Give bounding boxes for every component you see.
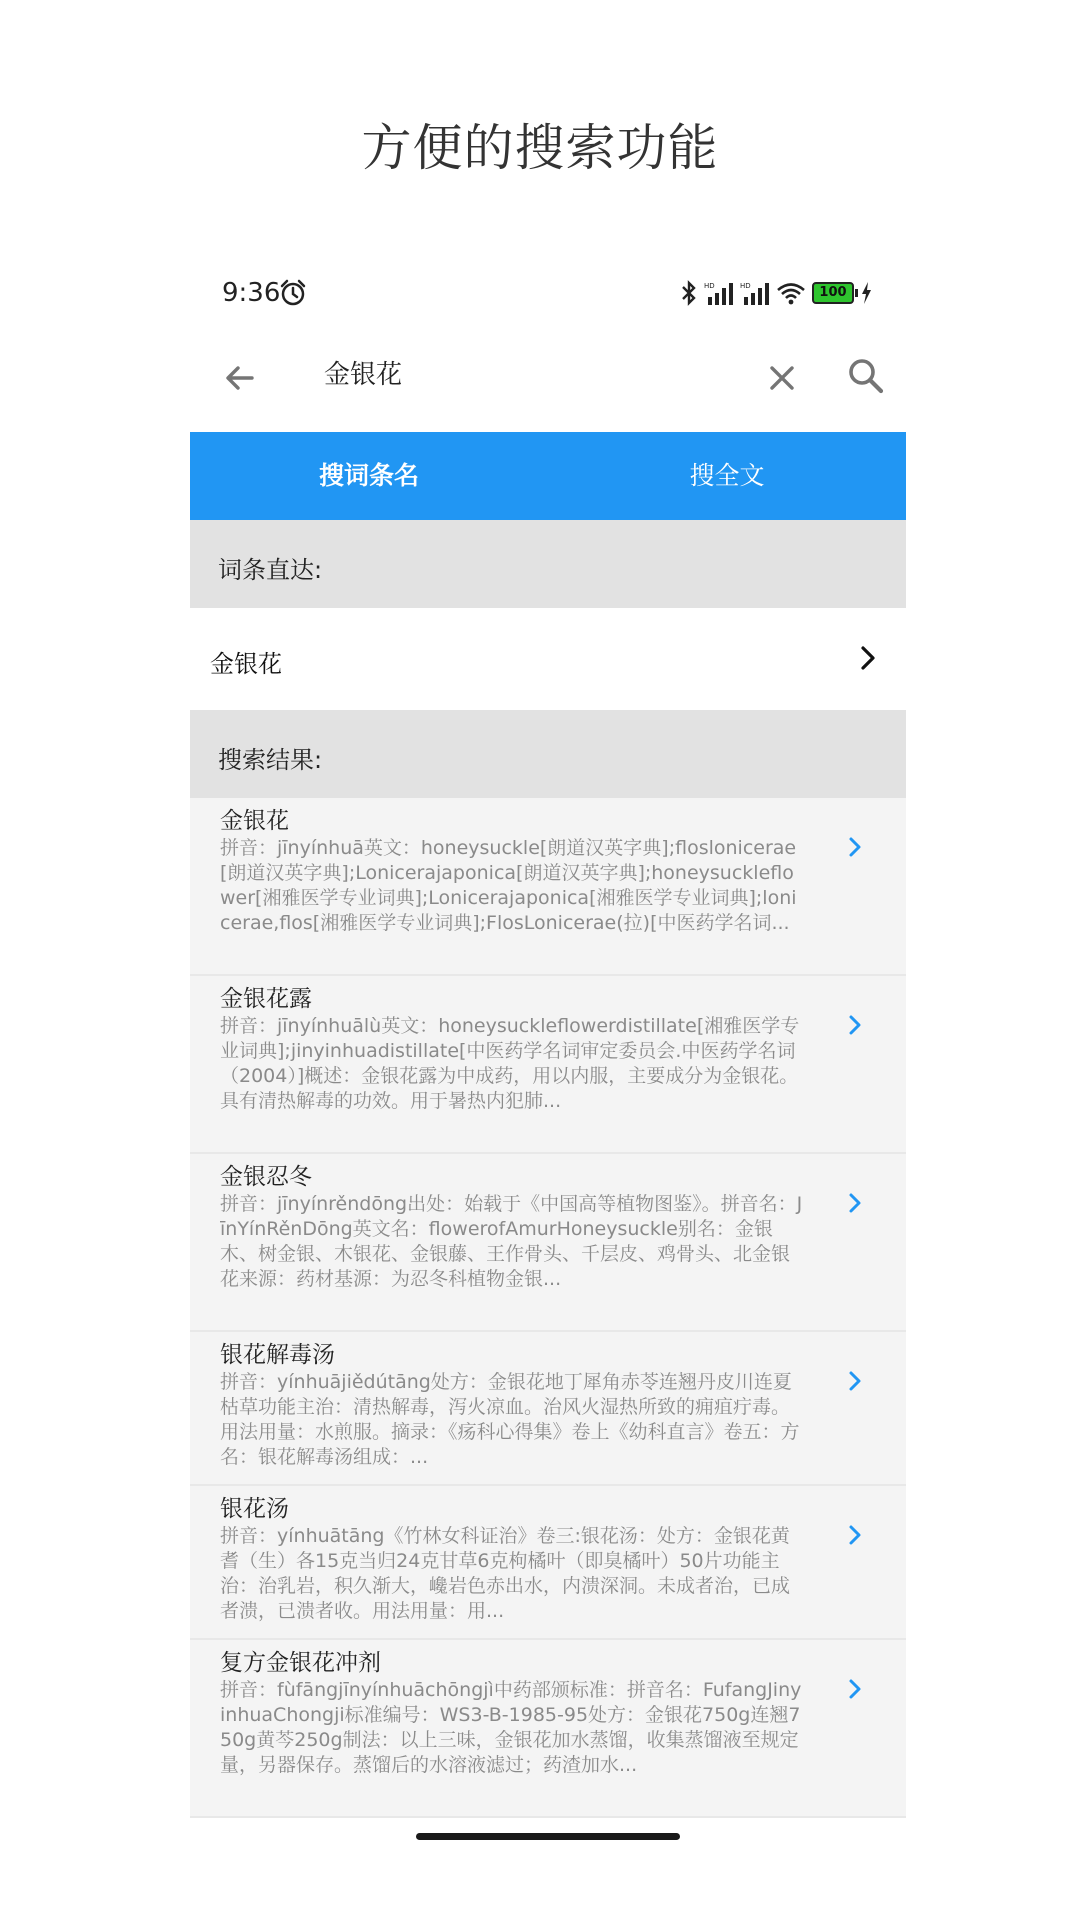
svg-text:HD: HD <box>704 282 715 290</box>
signal-icon <box>704 280 734 306</box>
chevron-right-icon <box>848 1370 862 1392</box>
result-title: 金银花 <box>220 808 289 834</box>
result-title: 银花解毒汤 <box>220 1342 335 1368</box>
signal-icon-2 <box>740 280 770 306</box>
phone-screen <box>190 262 906 1822</box>
wifi-icon <box>776 280 806 306</box>
search-input[interactable] <box>322 356 746 388</box>
search-bar <box>190 328 906 428</box>
back-arrow-icon[interactable] <box>220 358 260 398</box>
results-section-label: 搜索结果: <box>218 746 323 774</box>
result-title: 金银花露 <box>220 986 312 1012</box>
result-desc: 拼音：fùfāngjīnyínhuāchōngjì中药部颁标准：拼音名：FufangJinyinhuaChongji标准编号：WS3-B-1985-95处方：金银花750g连翘750g黄芩250g制法：以上三味，金银花加水蒸馏，收集蒸馏液至规定量，另器保存。蒸馏后的水溶液滤过；药渣加水... <box>220 1679 802 1776</box>
promo-title: 方便的搜索功能 <box>361 119 719 177</box>
result-item[interactable] <box>190 1154 906 1332</box>
alarm-icon <box>278 278 308 308</box>
status-icons <box>680 278 872 308</box>
result-item[interactable] <box>190 1640 906 1818</box>
svg-text:HD: HD <box>740 282 751 290</box>
direct-entry-label: 金银花 <box>210 650 282 678</box>
results-section-header <box>190 710 906 798</box>
bluetooth-icon <box>680 280 698 306</box>
battery-indicator: 100 <box>812 282 854 304</box>
result-title: 金银忍冬 <box>220 1164 312 1190</box>
chevron-right-icon <box>848 836 862 858</box>
direct-section-label: 词条直达: <box>218 556 323 584</box>
search-icon[interactable] <box>844 354 888 398</box>
chevron-right-icon <box>848 1678 862 1700</box>
result-desc: 拼音：yínhuātāng《竹林女科证治》卷三:银花汤：处方：金银花黄耆（生）各15克当归24克甘草6克枸橘叶（即臭橘叶）50片功能主治：治乳岩，积久渐大，巉岩色赤出水，内溃深洞。未成者治，已成者溃，已溃者收。用法用量：用... <box>220 1525 791 1622</box>
home-indicator[interactable] <box>416 1833 680 1840</box>
direct-section-header <box>190 520 906 608</box>
chevron-right-icon <box>848 1524 862 1546</box>
tab-search-fulltext[interactable]: 搜全文 <box>689 461 765 490</box>
clear-icon[interactable] <box>760 356 804 400</box>
result-item[interactable] <box>190 976 906 1154</box>
chevron-right-icon <box>858 644 878 672</box>
result-item[interactable] <box>190 1486 906 1640</box>
status-time: 9:36 <box>222 278 281 308</box>
chevron-right-icon <box>848 1014 862 1036</box>
result-title: 银花汤 <box>220 1496 289 1522</box>
result-desc: 拼音：jīnyínhuālù英文：honeysuckleflowerdistillate[湘雅医学专业词典];jinyinhuadistillate[中医药学名词审定委员会.中医药学名词（2004）]概述：金银花露为中成药，用以内服，主要成分为金银花。具有清热解毒的功效。用于暑热内犯肺... <box>220 1015 800 1112</box>
direct-entry-row[interactable] <box>190 608 906 708</box>
result-item[interactable] <box>190 1332 906 1486</box>
result-title: 复方金银花冲剂 <box>220 1650 381 1676</box>
result-item[interactable] <box>190 798 906 976</box>
tab-search-title[interactable]: 搜词条名 <box>318 461 419 490</box>
charging-icon <box>860 281 872 305</box>
chevron-right-icon <box>848 1192 862 1214</box>
search-mode-tabs <box>190 432 906 520</box>
status-bar <box>190 262 906 328</box>
result-desc: 拼音：jīnyínhuā英文：honeysuckle[朗道汉英字典];floslonicerae[朗道汉英字典];Lonicerajaponica[朗道汉英字典];honeysuckleflower[湘雅医学专业词典];Lonicerajaponica[湘雅医学专业词典];lonicerae,flos[湘雅医学专业词典];FlosLonicerae(拉)[中医药学名词... <box>220 837 797 934</box>
results-list <box>190 798 906 1818</box>
result-desc: 拼音：jīnyínrěndōng出处：始载于《中国高等植物图鉴》。拼音名：JīnYínRěnDōng英文名：flowerofAmurHoneysuckle别名：金银木、树金银、木银花、金银藤、王作骨头、千层皮、鸡骨头、北金银花来源：药材基源：为忍冬科植物金银... <box>220 1193 803 1290</box>
result-desc: 拼音：yínhuājiědútāng处方：金银花地丁犀角赤苓连翘丹皮川连夏枯草功能主治：清热解毒，泻火凉血。治风火湿热所致的痈疽疔毒。用法用量：水煎服。摘录：《疡科心得集》卷上《幼科直言》卷五：方名：银花解毒汤组成：... <box>220 1371 800 1468</box>
